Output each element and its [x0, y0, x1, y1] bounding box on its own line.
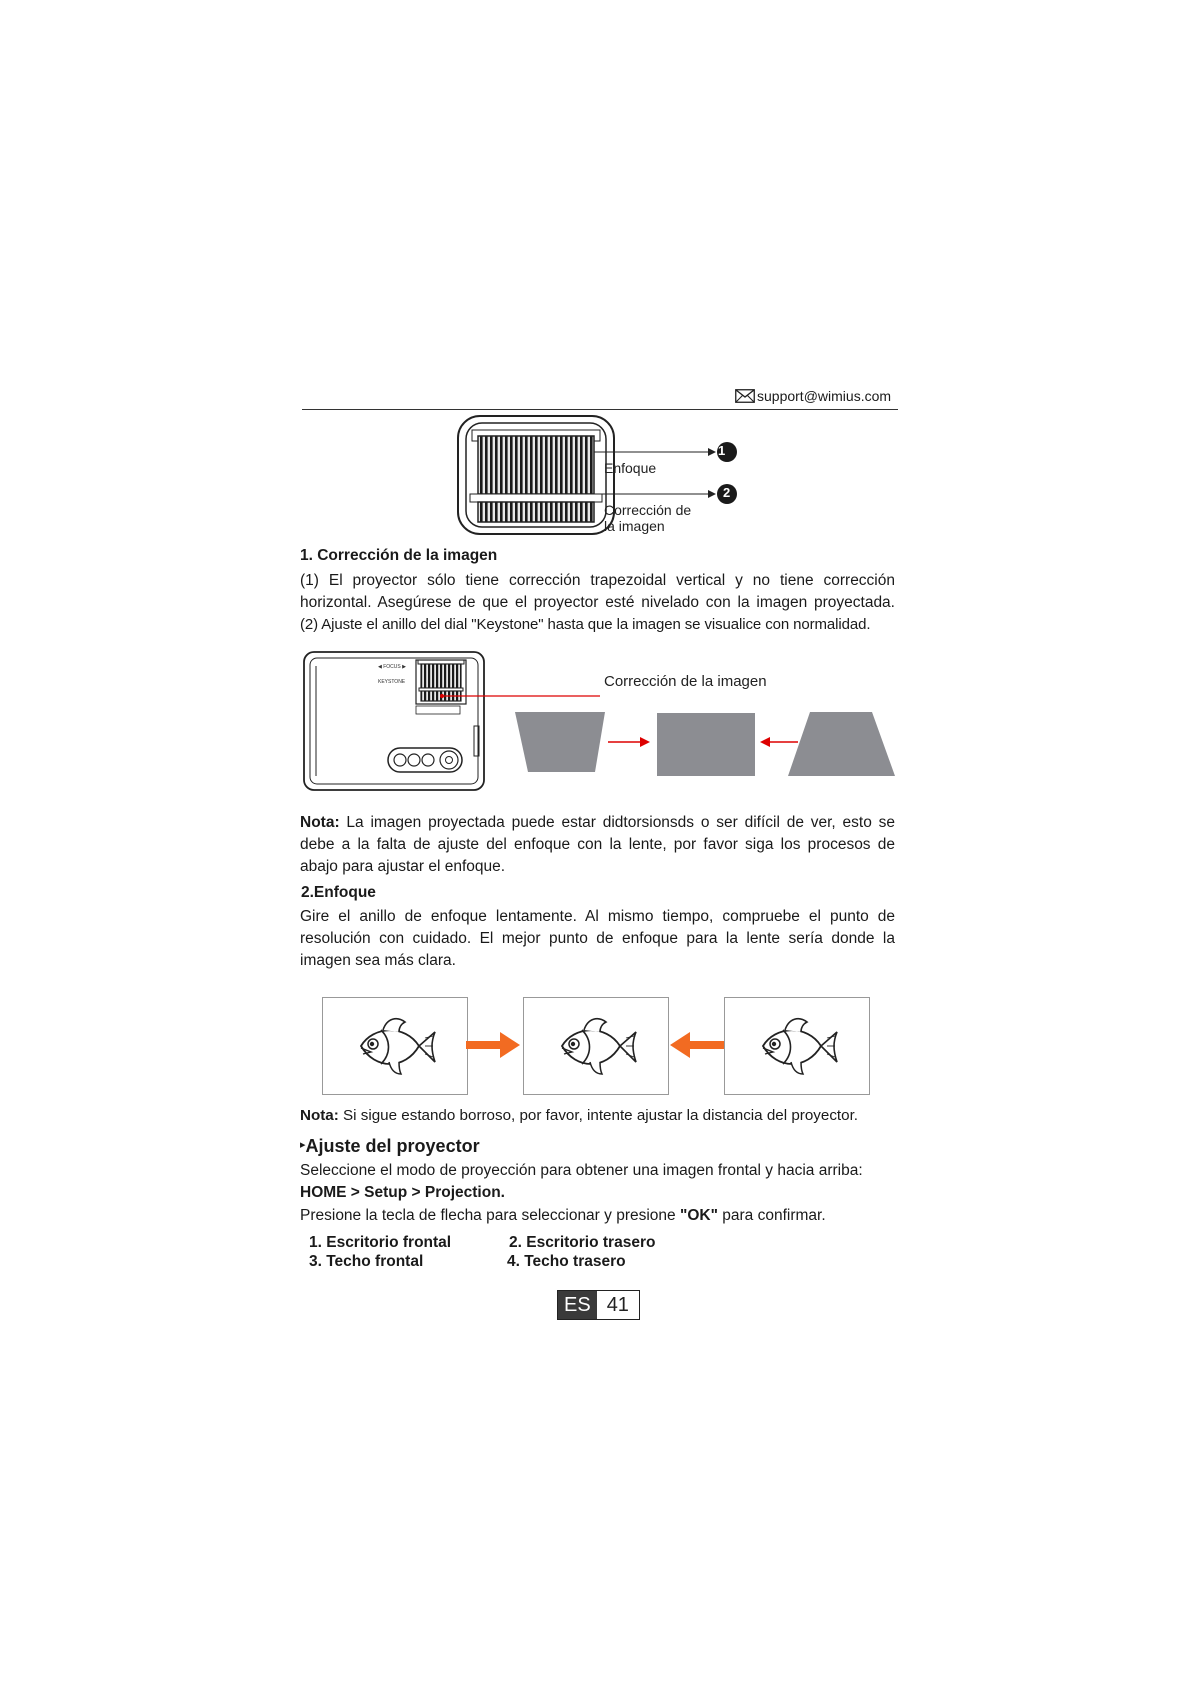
option-4: 4. Techo trasero [507, 1253, 626, 1270]
section3-line1: Seleccione el modo de proyección para obtener una imagen frontal y hacia arriba: [300, 1162, 863, 1179]
section2-line1: Gire el anillo de enfoque lentamente. Al mismo tiempo, compruebe el punto de [300, 908, 895, 925]
note2: Nota: Si sigue estando borroso, por favor, intente ajustar la distancia del proyector. [300, 1107, 859, 1124]
note1-line3: abajo para ajustar el enfoque. [300, 858, 506, 875]
badge-1: 1 [718, 443, 726, 458]
fish-image-2 [524, 998, 668, 1094]
fish-image-1 [323, 998, 467, 1094]
email-text: support@wimius.com [757, 388, 892, 404]
option-2: 2. Escritorio trasero [509, 1234, 656, 1251]
note1-line2: debe a la falta de ajuste del enfoque con la lente, por favor siga los procesos de [300, 836, 895, 853]
section2-title: 2.Enfoque [301, 884, 376, 901]
language-code: ES [558, 1291, 597, 1319]
section3-title: Ajuste del proyector [305, 1136, 480, 1156]
note1-line1: Nota: La imagen proyectada puede estar didtorsionsds o ser difícil de ver, esto se [300, 814, 895, 831]
section1-line1: (1) El proyector sólo tiene corrección trapezoidal vertical y no tiene corrección [300, 572, 895, 589]
page-number-badge [557, 1290, 640, 1320]
keystone-print: KEYSTONE [378, 679, 406, 685]
fish-frame-blurry-left [322, 997, 468, 1095]
focus-print: ◀ FOCUS ▶ [378, 664, 406, 670]
note2-label: Nota: [300, 1107, 339, 1124]
section2-line2: resolución con cuidado. El mejor punto de enfoque para la lente sería donde la [300, 930, 895, 947]
badge-2: 2 [723, 485, 731, 500]
section1-title: 1. Corrección de la imagen [300, 547, 498, 564]
header-divider [302, 409, 898, 410]
section3-path: HOME > Setup > Projection. [300, 1184, 505, 1201]
section1-line3: (2) Ajuste el anillo del dial "Keystone" hasta que la imagen se visualice con normalidad. [300, 616, 871, 633]
label-image-correction: Corrección de la imagen [604, 673, 767, 690]
option-3: 3. Techo frontal [309, 1253, 424, 1270]
label-correction-2: la imagen [604, 518, 665, 534]
page-number: 41 [606, 1294, 629, 1316]
section-marker-icon: ▸ [300, 1139, 306, 1151]
header-email[interactable] [735, 388, 891, 404]
option-1: 1. Escritorio frontal [309, 1234, 452, 1251]
fish-frame-blurry-right [724, 997, 870, 1095]
label-correction-1: Corrección de [604, 502, 692, 518]
section2-line3: imagen sea más clara. [300, 952, 456, 969]
fish-image-3 [725, 998, 869, 1094]
section3-heading [300, 1136, 480, 1157]
lens-closeup-figure [440, 412, 760, 542]
section1-line2: horizontal. Asegúrese de que el proyector esté nivelado con la imagen proyectada. [300, 594, 895, 611]
note1-label: Nota: [300, 814, 340, 831]
orange-arrow-left-icon [668, 1030, 724, 1060]
mail-icon [735, 388, 757, 404]
label-focus: Enfoque [604, 460, 657, 476]
ok-key: "OK" [679, 1207, 718, 1224]
section3-line3: Presione la tecla de flecha para seleccionar y presione "OK" para confirmar. [300, 1207, 826, 1224]
fish-frame-focused [523, 997, 669, 1095]
orange-arrow-right-icon [466, 1030, 522, 1060]
